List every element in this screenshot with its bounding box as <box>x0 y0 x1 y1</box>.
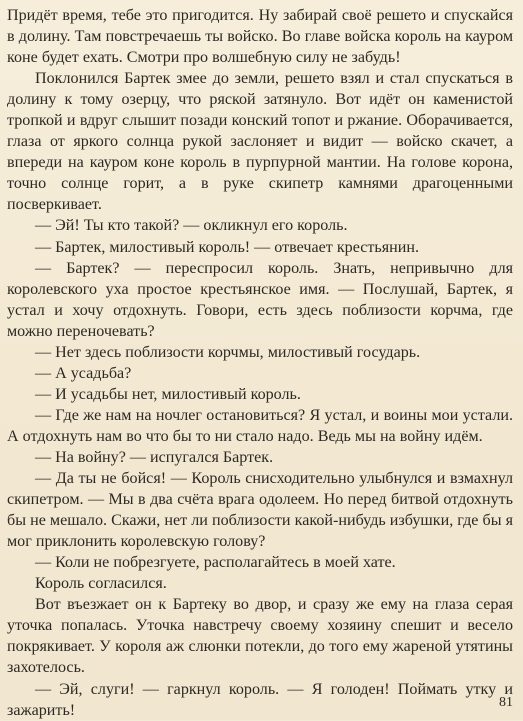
dialogue-line: — Бартек? — переспросил король. Знать, непривычно для королевского уха простое крестьянское имя. — Послушай, Бартек, я устал и хочу отдохнуть. Говори, есть здесь поблизости корчма, где можно переночевать? <box>7 259 513 340</box>
dialogue-line: — Эй! Ты кто такой? — окликнул его король. <box>35 217 348 235</box>
body-text <box>7 5 513 721</box>
dialogue-line: — А усадьба? <box>35 364 132 382</box>
dialogue-line: — На войну? — испугался Бартек. <box>35 448 274 466</box>
dialogue-line: — Эй, слуги! — гаркнул король. — Я голоден! Поймать утку и зажарить! <box>7 680 513 719</box>
paragraph: Придёт время, тебе это пригодится. Ну забирай своё решето и спускайся в долину. Там повстречаешь ты войско. Во главе войска король на кауром коне будет ехать. Смотри про волшебную силу не забудь! <box>7 7 513 67</box>
page-number: 81 <box>499 695 513 710</box>
dialogue-line: — Бартек, милостивый король! — отвечает крестьянин. <box>35 238 420 256</box>
dialogue-line: — Да ты не бойся! — Король снисходительно улыбнулся и взмахнул скипетром. — Мы в два счёта врага одолеем. Но перед битвой отдохнуть бы не мешало. Скажи, нет ли поблизости какой-нибудь избушки, где бы я мог приклонить королевскую голову? <box>7 470 513 551</box>
paragraph: Вот въезжает он к Бартеку во двор, и сразу же ему на глаза серая уточка попалась. Уточка навстречу своему хозяину спешит и весело покрякивает. У короля аж слюнки потекли, до того ему жареной утятины захотелось. <box>7 596 513 677</box>
paragraph: Король согласился. <box>35 575 167 593</box>
paragraph: Поклонился Бартек змее до земли, решето взял и стал спускаться в долину к тому озерцу, что ряской затянуло. Вот идёт он каменистой тропкой и вдруг слышит позади конский топот и ржание. Оборачивается, глаза от яркого солнца рукой заслоняет и видит — войско скачет, а впереди на кауром коне король в пурпурной мантии. На голове корона, точно солнце горит, а в руке скипетр камнями драгоценными посверкивает. <box>7 70 513 214</box>
dialogue-line: — Нет здесь поблизости корчмы, милостивый государь. <box>35 343 421 361</box>
dialogue-line: — И усадьбы нет, милостивый король. <box>35 385 301 403</box>
dialogue-line: — Где же нам на ночлег остановиться? Я устал, и воины мои устали. А отдохнуть нам во что бы то ни стало надо. Ведь мы на войну идём. <box>7 406 513 445</box>
dialogue-line: — Коли не побрезгуете, располагайтесь в моей хате. <box>35 554 396 572</box>
